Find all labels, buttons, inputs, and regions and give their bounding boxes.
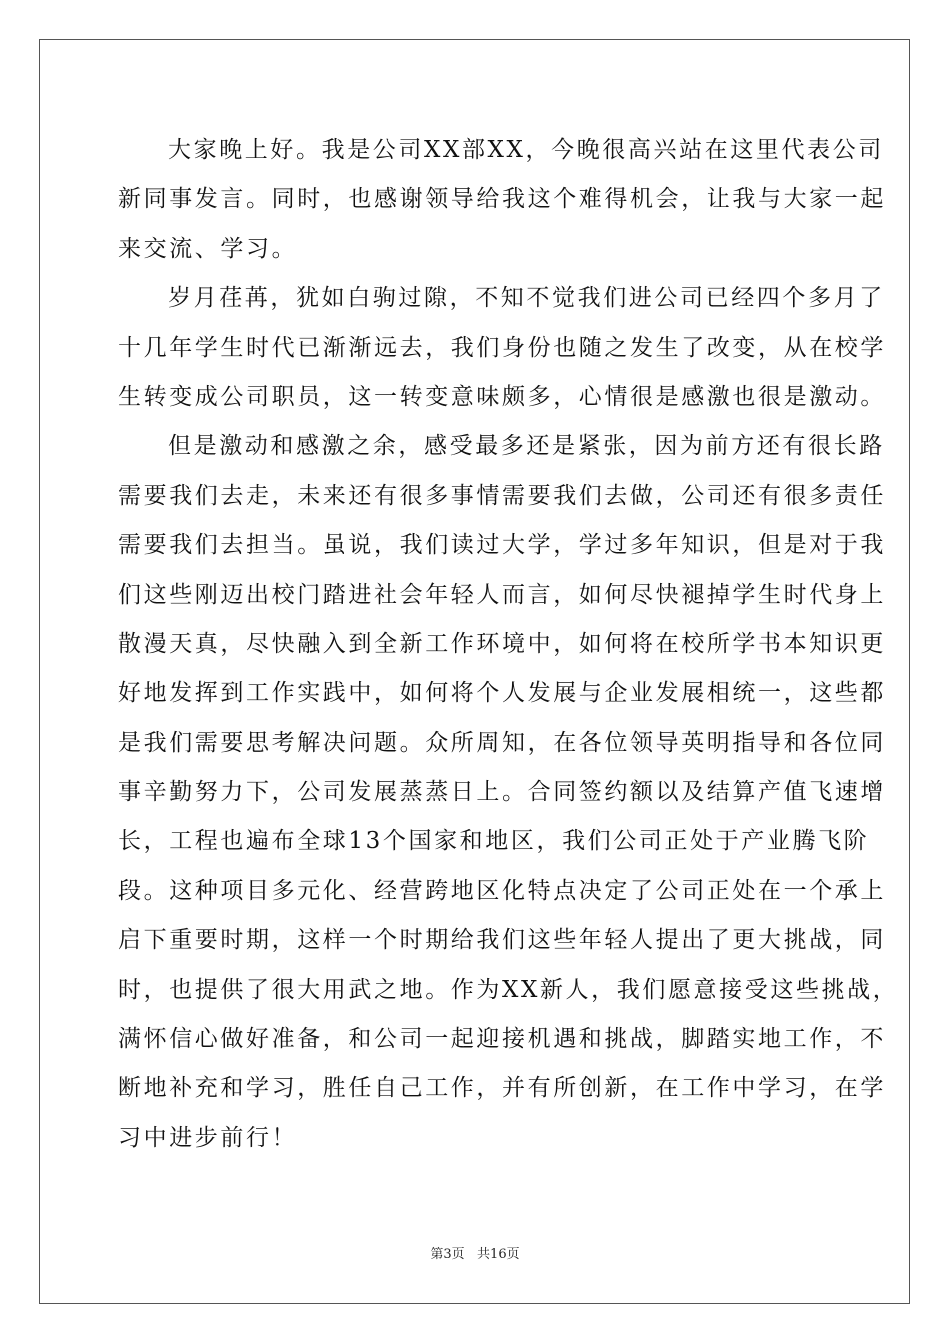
text-line: 是我们需要思考解决问题。众所周知，在各位领导英明指导和各位同 [118, 729, 886, 756]
text-line: 岁月荏苒，犹如白驹过隙，不知不觉我们进公司已经四个多月了 [168, 285, 885, 312]
text-line: 生转变成公司职员，这一转变意味颇多，心情很是感激也很是激动。 [118, 383, 886, 410]
text-line: 需要我们去走，未来还有很多事情需要我们去做，公司还有很多责任 [118, 482, 886, 509]
paragraph-2 [118, 274, 886, 422]
text-line: 启下重要时期，这样一个时期给我们这些年轻人提出了更大挑战，同 [118, 927, 886, 954]
text-line: 十几年学生时代已渐渐远去，我们身份也随之发生了改变，从在校学 [118, 334, 886, 361]
text-line: 断地补充和学习，胜任自己工作，并有所创新，在工作中学习，在学 [118, 1075, 886, 1102]
text-line: 需要我们去担当。虽说，我们读过大学，学过多年知识，但是对于我 [118, 532, 886, 559]
paragraph-3 [118, 422, 899, 1163]
text-line: 来交流、学习。 [118, 235, 298, 262]
text-line: 事辛勤努力下，公司发展蒸蒸日上。合同签约额以及结算产值飞速增 [118, 779, 886, 806]
paragraph-1 [118, 126, 886, 274]
text-line: 们这些刚迈出校门踏进社会年轻人而言，如何尽快褪掉学生时代身上 [118, 581, 886, 608]
text-line: 满怀信心做好准备，和公司一起迎接机遇和挑战，脚踏实地工作，不 [118, 1026, 886, 1053]
text-line: 段。这种项目多元化、经营跨地区化特点决定了公司正处在一个承上 [118, 877, 886, 904]
text-line: 时，也提供了很大用武之地。作为XX新人，我们愿意接受这些挑战， [118, 976, 899, 1003]
text-line: 大家晚上好。我是公司XX部XX，今晚很高兴站在这里代表公司 [168, 137, 884, 163]
text-line: 但是激动和感激之余，感受最多还是紧张，因为前方还有很长路 [168, 433, 885, 460]
text-line: 好地发挥到工作实践中，如何将个人发展与企业发展相统一，这些都 [118, 680, 886, 707]
text-line: 新同事发言。同时，也感谢领导给我这个难得机会，让我与大家一起 [118, 186, 886, 213]
text-line: 习中进步前行！ [118, 1124, 298, 1151]
text-line: 长，工程也遍布全球13个国家和地区，我们公司正处于产业腾飞阶 [118, 828, 870, 855]
text-line: 散漫天真，尽快融入到全新工作环境中，如何将在校所学书本知识更 [118, 630, 886, 657]
page-footer: 第3页 共16页 [430, 1247, 520, 1262]
document-body [118, 126, 899, 1163]
